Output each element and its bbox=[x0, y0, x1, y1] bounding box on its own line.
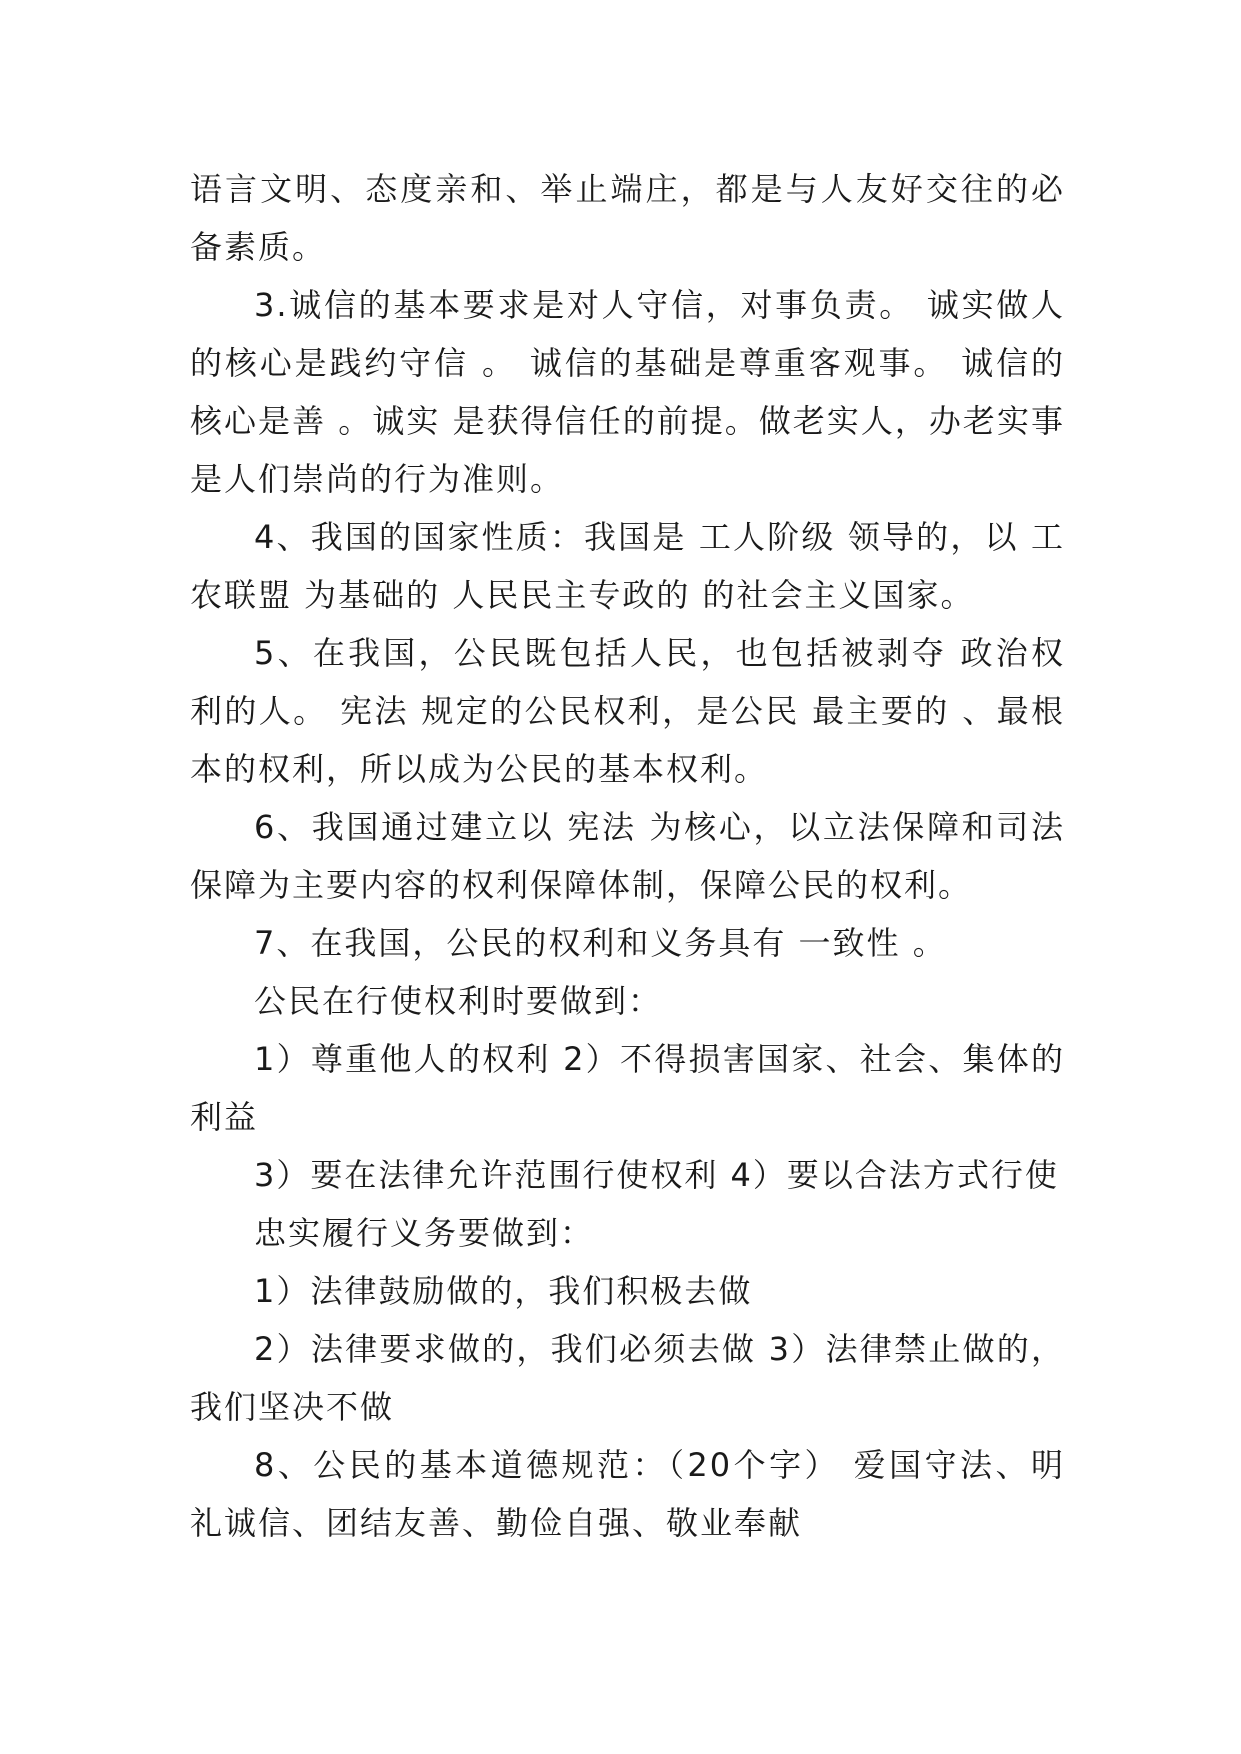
paragraph-etiquette: 语言文明、态度亲和、举止端庄，都是与人友好交往的必备素质。 bbox=[190, 170, 1065, 266]
list-item-duties-1: 1）法律鼓励做的，我们积极去做 bbox=[254, 1272, 753, 1310]
list-item-rights-3-4: 3）要在法律允许范围行使权利 4）要以合法方式行使 bbox=[254, 1156, 1059, 1194]
paragraph-item-8-moral-norms: 8、公民的基本道德规范：（20个字） 爱国守法、明礼诚信、团结友善、勤俭自强、敬业奉献 bbox=[190, 1446, 1065, 1542]
paragraph-item-4-state-nature: 4、我国的国家性质：我国是 工人阶级 领导的，以 工农联盟 为基础的 人民民主专政的 的社会主义国家。 bbox=[190, 518, 1065, 614]
paragraph-exercise-rights-heading: 公民在行使权利时要做到： bbox=[254, 982, 663, 1020]
paragraph-fulfil-duties-heading: 忠实履行义务要做到： bbox=[254, 1214, 595, 1252]
paragraph-item-6-rights-protection: 6、我国通过建立以 宪法 为核心，以立法保障和司法保障为主要内容的权利保障体制，保障公民的权利。 bbox=[190, 808, 1065, 904]
paragraph-item-7-rights-duties: 7、在我国，公民的权利和义务具有 一致性 。 bbox=[254, 924, 947, 962]
list-item-duties-2-3: 2）法律要求做的，我们必须去做 3）法律禁止做的，我们坚决不做 bbox=[190, 1330, 1065, 1426]
paragraph-item-3-integrity: 3.诚信的基本要求是对人守信，对事负责。 诚实做人的核心是践约守信 。 诚信的基础是尊重客观事。 诚信的核心是善 。诚实 是获得信任的前提。做老实人，办老实事是人们崇尚的行为准则。 bbox=[190, 286, 1065, 498]
document-body bbox=[190, 160, 1065, 1552]
paragraph-item-5-citizens: 5、在我国，公民既包括人民，也包括被剥夺 政治权利的人。 宪法 规定的公民权利，是公民 最主要的 、最根本的权利，所以成为公民的基本权利。 bbox=[190, 634, 1065, 788]
list-item-rights-1-2: 1）尊重他人的权利 2）不得损害国家、社会、集体的利益 bbox=[190, 1040, 1065, 1136]
